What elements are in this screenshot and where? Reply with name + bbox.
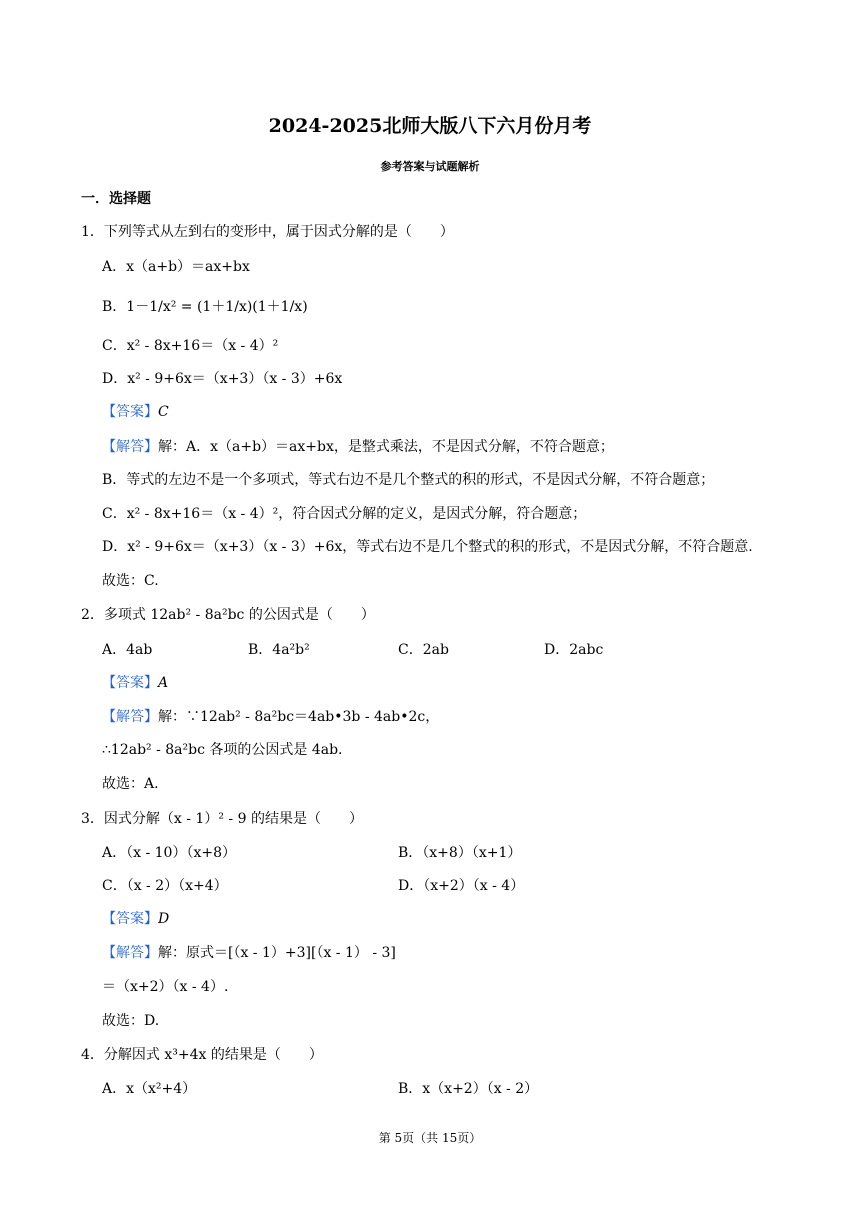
q1-analysis-line2: B．等式的左边不是一个多项式，等式右边不是几个整式的积的形式，不是因式分解，不符合题意； bbox=[102, 472, 715, 488]
q2-option-a: A．4ab bbox=[102, 642, 153, 658]
q4-stem: 4．分解因式 x³+4x 的结果是（ ） bbox=[81, 1047, 323, 1063]
q3-conclusion: 故选：D. bbox=[102, 1013, 160, 1029]
analysis-text: 解：原式＝[（x - 1）+3][（x - 1） - 3] bbox=[158, 945, 396, 961]
q1-analysis-line1 bbox=[102, 437, 614, 457]
analysis-tag: 【解答】 bbox=[102, 709, 158, 725]
q2-stem: 2．多项式 12ab² - 8a²bc 的公因式是（ ） bbox=[81, 607, 375, 623]
answer-tag: 【答案】 bbox=[102, 675, 158, 691]
q1-option-d: D．x² - 9+6x＝（x+3）（x - 3）+6x bbox=[102, 371, 343, 387]
q3-option-a: A．（x - 10）（x+8） bbox=[102, 845, 236, 861]
q2-answer bbox=[102, 673, 168, 693]
q3-option-c: C．（x - 2）（x+4） bbox=[102, 878, 228, 894]
answer-tag: 【答案】 bbox=[102, 404, 158, 420]
q2-analysis-line1 bbox=[102, 707, 439, 727]
q2-conclusion: 故选：A. bbox=[102, 776, 159, 792]
q4-option-a: A．x（x²+4） bbox=[102, 1081, 197, 1097]
q3-analysis-line2: ＝（x+2）（x - 4）. bbox=[102, 979, 229, 995]
q3-analysis-line1 bbox=[102, 943, 396, 963]
q2-option-c: C．2ab bbox=[398, 642, 449, 658]
answer-value: C bbox=[158, 404, 169, 420]
q4-option-b: B．x（x+2）（x - 2） bbox=[398, 1081, 539, 1097]
q1-option-c: C．x² - 8x+16＝（x - 4）² bbox=[102, 338, 279, 354]
answer-value: D bbox=[158, 911, 170, 927]
section-heading: 一．选择题 bbox=[81, 191, 151, 207]
q3-option-b: B．（x+8）（x+1） bbox=[398, 845, 522, 861]
q1-option-a: A．x（a+b）＝ax+bx bbox=[102, 259, 250, 275]
q1-conclusion: 故选：C. bbox=[102, 573, 159, 589]
analysis-text: 解：∵12ab² - 8a²bc＝4ab•3b - 4ab•2c， bbox=[158, 709, 440, 725]
q2-option-b: B．4a²b² bbox=[248, 642, 310, 658]
page-subtitle: 参考答案与试题解析 bbox=[380, 160, 480, 173]
q2-option-d: D．2abc bbox=[544, 642, 604, 658]
q1-stem: 1．下列等式从左到右的变形中，属于因式分解的是（ ） bbox=[81, 224, 454, 240]
page-title: 2024-2025北师大版八下六月份月考 bbox=[268, 115, 592, 137]
q2-analysis-line2: ∴12ab² - 8a²bc 各项的公因式是 4ab. bbox=[102, 742, 343, 758]
q3-answer bbox=[102, 909, 169, 929]
page-footer: 第 5页（共 15页） bbox=[378, 1131, 482, 1145]
q1-analysis-line4: D．x² - 9+6x＝（x+3）（x - 3）+6x，等式右边不是几个整式的积的形式，不是因式分解，不符合题意. bbox=[102, 539, 753, 555]
q1-answer bbox=[102, 402, 169, 422]
analysis-tag: 【解答】 bbox=[102, 439, 158, 455]
answer-tag: 【答案】 bbox=[102, 911, 158, 927]
q1-analysis-line3: C．x² - 8x+16＝（x - 4）²，符合因式分解的定义，是因式分解，符合题意； bbox=[102, 506, 587, 522]
analysis-text: 解：A．x（a+b）＝ax+bx，是整式乘法，不是因式分解，不符合题意； bbox=[158, 439, 614, 455]
q3-option-d: D．（x+2）（x - 4） bbox=[398, 878, 525, 894]
q3-stem: 3．因式分解（x - 1）² - 9 的结果是（ ） bbox=[81, 811, 363, 827]
answer-value: A bbox=[158, 675, 169, 691]
analysis-tag: 【解答】 bbox=[102, 945, 158, 961]
q1-option-b: B．1－1/x² = (1＋1/x)(1＋1/x) bbox=[102, 299, 308, 315]
